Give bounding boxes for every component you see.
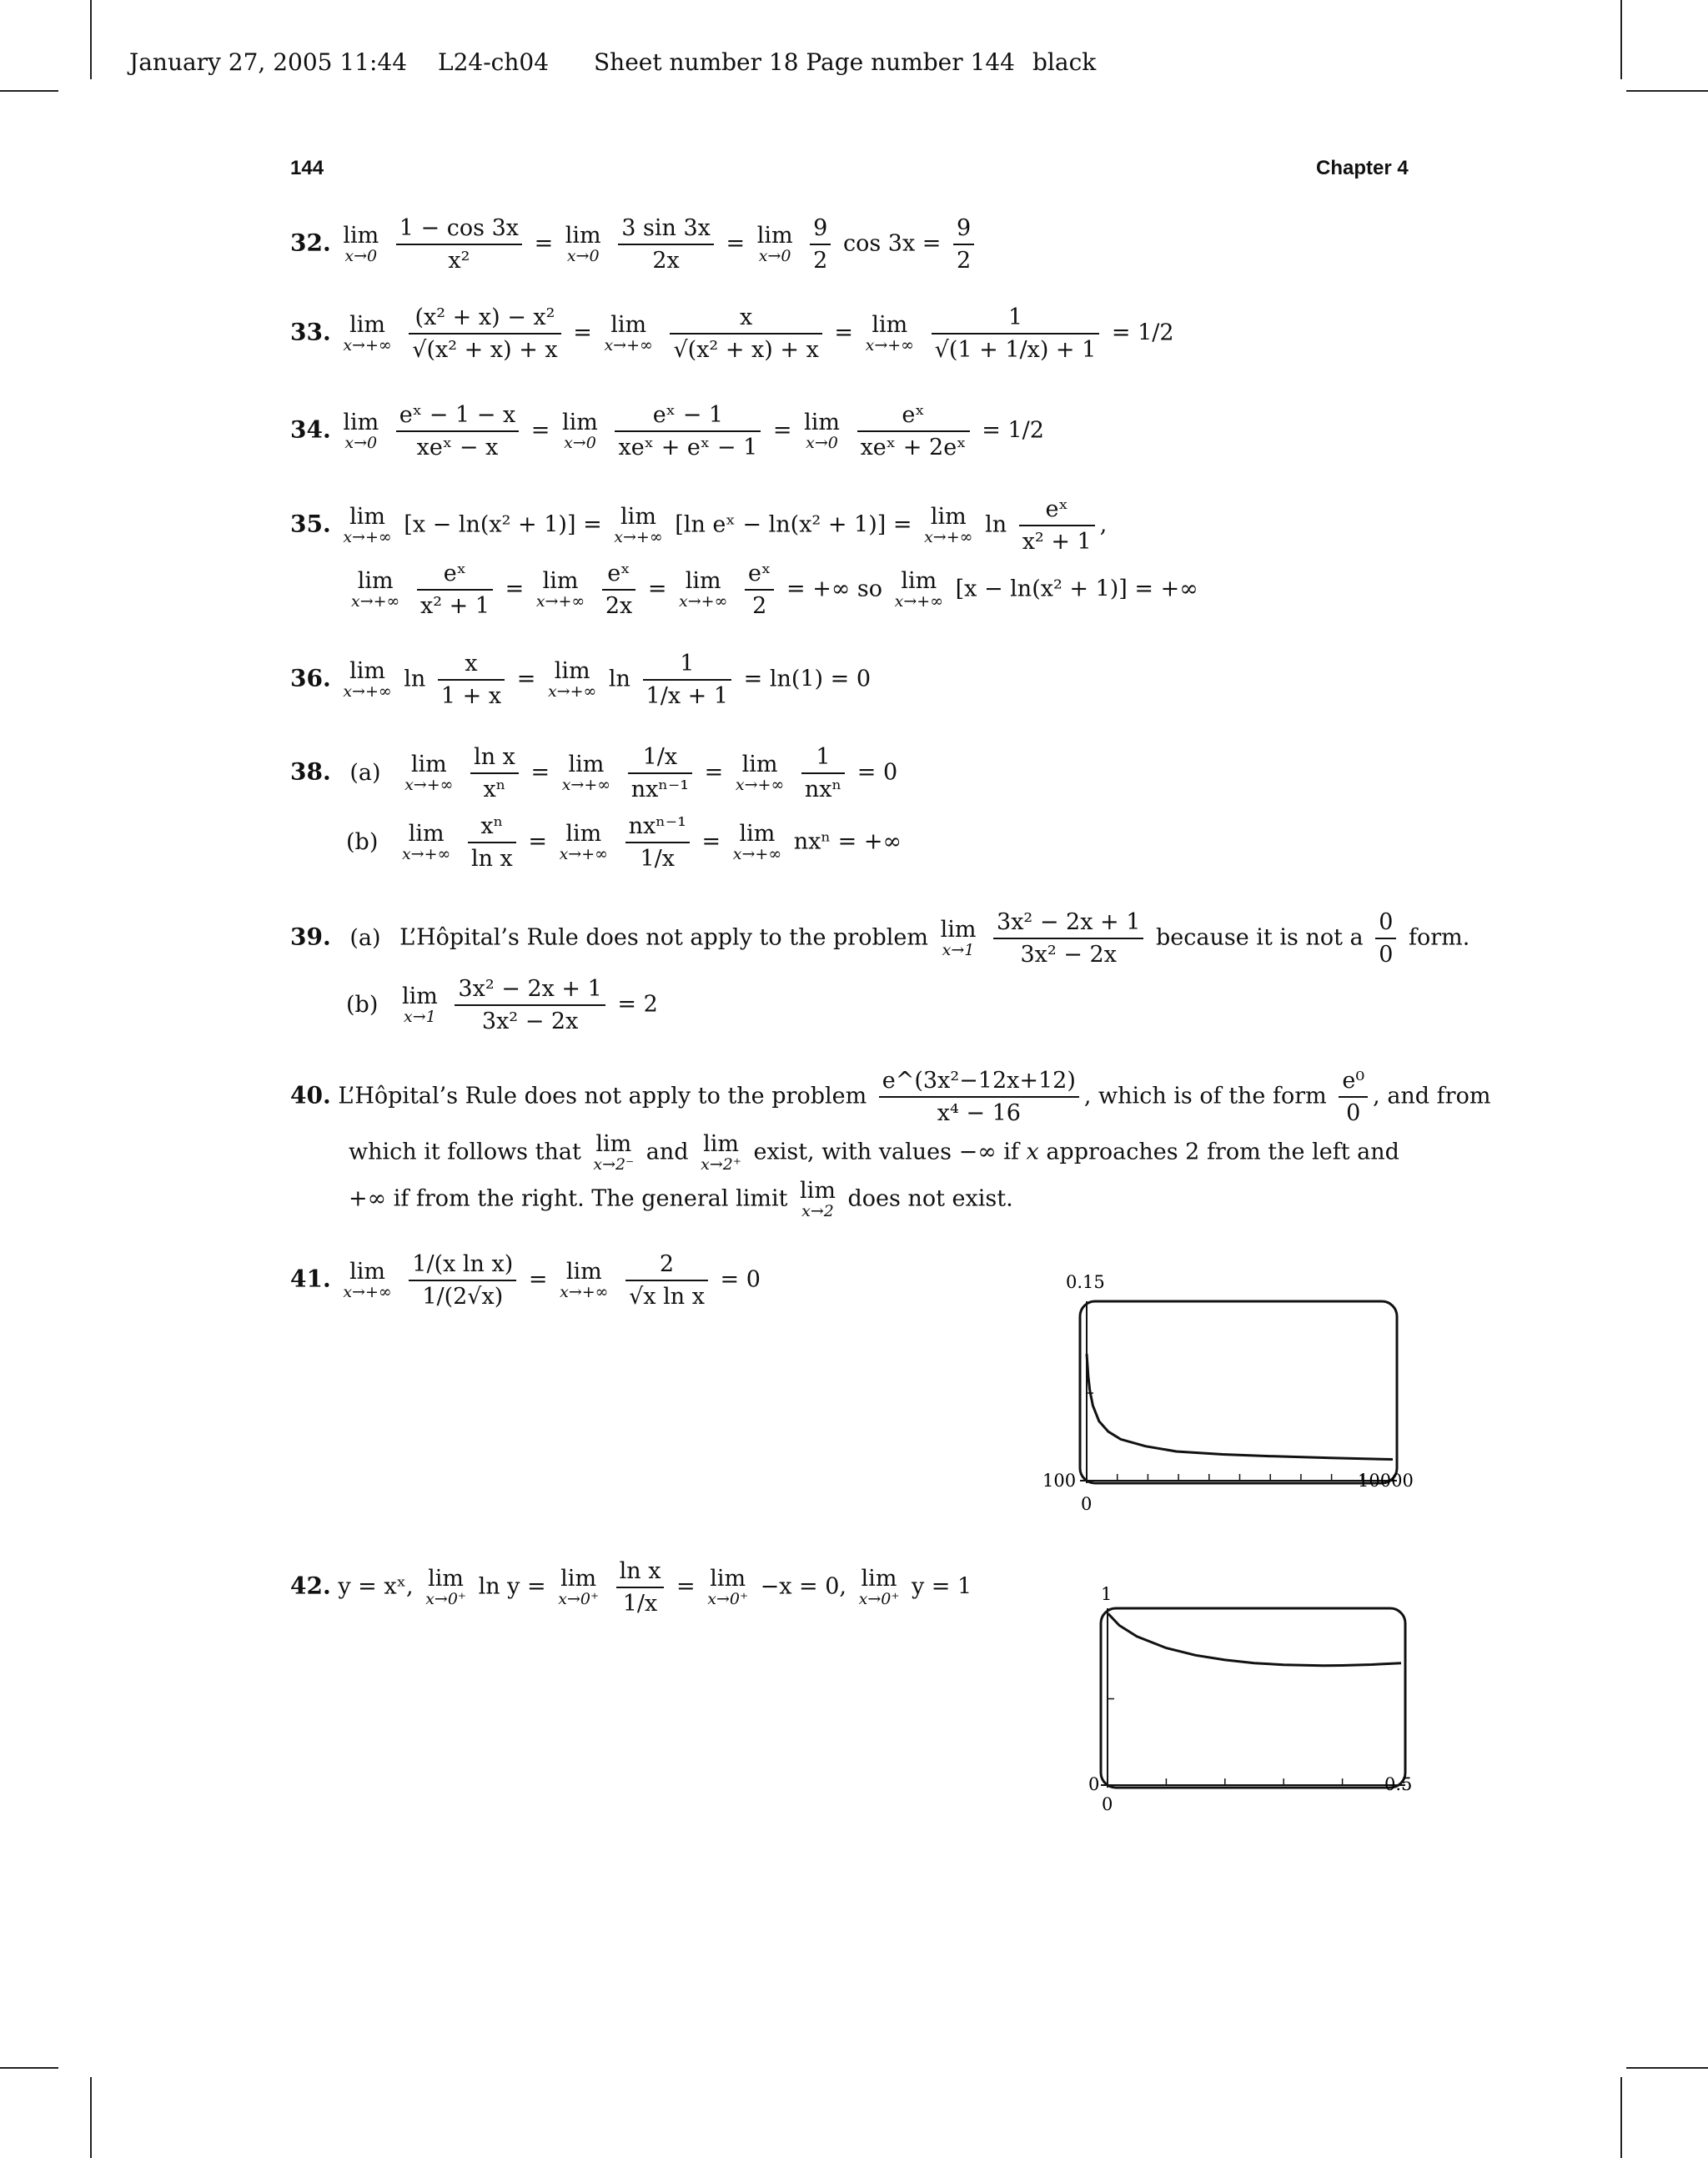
problem-40-line2: which it follows that lim x→2⁻ and lim x→2⁺ exist, with values −∞ if x approaches 2 from the left and bbox=[349, 1131, 1399, 1174]
problem-33: 33. lim x→+∞ $\frac{\text{(x² + x) − x²}}{\text{√(x² + x) + x}}$ = lim x→+∞ $\frac{x}{\text{√(x² + x) + x}}$ = lim x→+∞ $\frac{1}{√(1 + 1/x) + 1}$ = 1/2 bbox=[290, 304, 1174, 363]
plot-42 bbox=[1076, 1575, 1434, 1825]
problem-32: 32. lim x→0 $\frac{1 - \cos 3x}{\text{x²}}$ = lim x→0 $\frac{3 \sin 3x}{2x}$ = lim x→0 $\frac{9}{2}$ cos 3x = $\frac{9}{2}$ bbox=[290, 215, 979, 274]
header-code: L24-ch04 bbox=[438, 48, 550, 76]
plot-42-frame bbox=[1101, 1608, 1405, 1788]
plot-42-ymax-label: 1 bbox=[1101, 1584, 1113, 1604]
plot-41-xmax-label: 10000 bbox=[1358, 1471, 1414, 1491]
problem-40-line1: 40. L’Hôpital’s Rule does not apply to the problem $\frac{\text{e\textasciicircum{}(3x²−12x+12)}}{\text{x⁴ − 16}}$ , which is of the form $\frac{\text{e⁰}}{0}$ , and from bbox=[290, 1068, 1491, 1126]
crop-mark bbox=[1626, 2067, 1708, 2069]
problem-38a: 38. (a) lim x→+∞ $\frac{\text{ln x}}{\text{xⁿ}}$ = lim x→+∞ $\frac{1/x}{\text{nxⁿ⁻¹}}$ = lim x→+∞ $\frac{1}{\text{nxⁿ}}$ = 0 bbox=[290, 744, 898, 802]
problem-35-line1: 35. lim x→+∞ [x − ln(x² + 1)] = lim x→+∞ [ln eˣ − ln(x² + 1)] = lim x→+∞ ln $\frac{\text{eˣ}}{\text{x² + 1}}$ , bbox=[290, 496, 1108, 555]
problem-36: 36. lim x→+∞ ln $\frac{x}{1 + x}$ = lim x→+∞ ln $\frac{1}{1/x + 1}$ = ln(1) = 0 bbox=[290, 651, 872, 709]
problem-41: 41. lim x→+∞ $\frac{\text{1/(x ln x)}}{1/(2√x)}$ = lim x→+∞ $\frac{2}{\text{√x ln x}}$ = 0 bbox=[290, 1251, 761, 1310]
plot-42-series-line bbox=[1108, 1613, 1401, 1665]
crop-mark bbox=[1626, 90, 1708, 92]
problem-40-line3: +∞ if from the right. The general limit lim x→2 does not exist. bbox=[349, 1178, 1013, 1220]
chapter-title: Chapter 4 bbox=[1316, 157, 1409, 179]
plot-41-series-line bbox=[1087, 1354, 1393, 1460]
plot-42-xmin-label: 0 bbox=[1088, 1774, 1100, 1794]
crop-mark bbox=[1620, 2077, 1622, 2158]
crop-mark bbox=[90, 0, 92, 79]
problem-34: 34. lim x→0 $\frac{\text{eˣ − 1 − x}}{\text{xeˣ − x}}$ = lim x→0 $\frac{\text{eˣ − 1}}{\text{xeˣ + eˣ − 1}}$ = lim x→0 $\frac{\text{eˣ}}{\text{xeˣ + 2eˣ}}$ = 1/2 bbox=[290, 402, 1044, 460]
problem-38b: (b) lim x→+∞ $\frac{\text{xⁿ}}{\text{ln x}}$ = lim x→+∞ $\frac{\text{nxⁿ⁻¹}}{1/x}$ = lim x→+∞ nxⁿ = +∞ bbox=[346, 813, 902, 872]
header-color: black bbox=[1032, 48, 1097, 76]
page-number: 144 bbox=[290, 157, 324, 179]
plot-41-ymin-label: 0 bbox=[1081, 1494, 1093, 1514]
crop-mark bbox=[1620, 0, 1622, 79]
problem-35-line2: lim x→+∞ $\frac{\text{eˣ}}{\text{x² + 1}}$ = lim x→+∞ $\frac{\text{eˣ}}{2x}$ = lim x→+∞ $\frac{\text{eˣ}}{2}$ = +∞ so lim x→+∞ [x − ln(x² + 1)] = +∞ bbox=[351, 561, 1198, 619]
problem-42: 42. y = xˣ, lim x→0⁺ ln y = lim x→0⁺ $\frac{\text{ln x}}{1/x}$ = lim x→0⁺ −x = 0, lim x→0⁺ y = 1 bbox=[290, 1558, 972, 1617]
header-sheet: Sheet number 18 Page number 144 bbox=[594, 48, 1015, 76]
crop-mark bbox=[90, 2077, 92, 2158]
crop-mark bbox=[0, 90, 58, 92]
plot-41-xmin-label: 100 bbox=[1042, 1471, 1077, 1491]
plot-41-ymax-label: 0.15 bbox=[1066, 1272, 1105, 1292]
plot-42-xmax-label: 0.5 bbox=[1384, 1774, 1413, 1794]
crop-mark bbox=[0, 2067, 58, 2069]
header-date: January 27, 2005 11:44 bbox=[129, 48, 408, 76]
problem-39a: 39. (a) L’Hôpital’s Rule does not apply to the problem lim x→1 $\frac{\text{3x² − 2x + 1}}{\text{3x² − 2x}}$ because it is not a $\frac{0}{0}$ form. bbox=[290, 909, 1470, 968]
plot-42-ymin-label: 0 bbox=[1102, 1794, 1113, 1814]
plot-41 bbox=[1034, 1268, 1434, 1518]
problem-39b: (b) lim x→1 $\frac{\text{3x² − 2x + 1}}{\text{3x² − 2x}}$ = 2 bbox=[346, 976, 658, 1034]
